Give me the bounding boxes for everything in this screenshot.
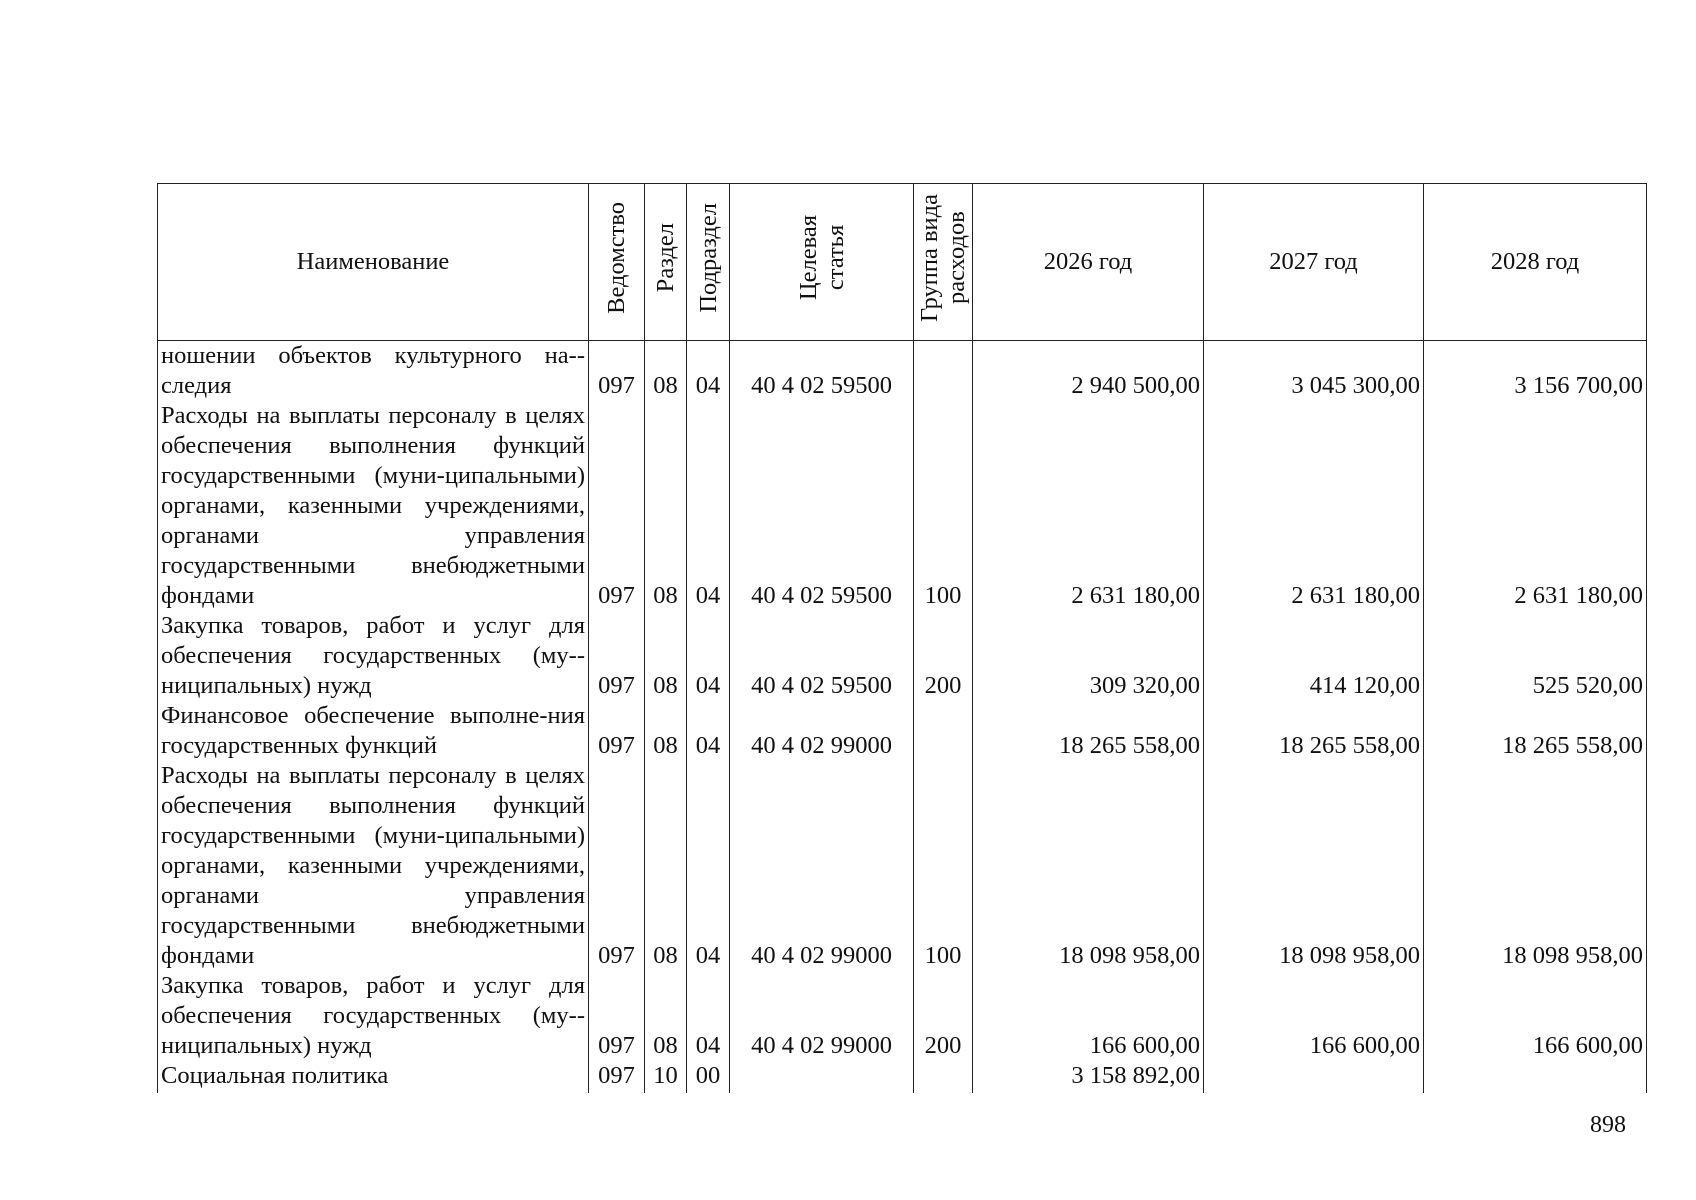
row-department: 097 <box>589 611 645 701</box>
row-amount-2026: 2 940 500,00 <box>973 341 1204 402</box>
header-year-2026-text: 2026 год <box>1043 248 1133 275</box>
row-target-article: 40 4 02 99000 <box>730 701 914 761</box>
header-name-text: Наименование <box>296 248 450 275</box>
table-row <box>158 611 1647 701</box>
header-target-article <box>730 184 914 341</box>
row-section: 08 <box>645 971 687 1061</box>
row-target-article: 40 4 02 59500 <box>730 401 914 611</box>
row-target-article: 40 4 02 59500 <box>730 611 914 701</box>
header-department <box>589 184 645 341</box>
row-target-article: 40 4 02 99000 <box>730 971 914 1061</box>
row-expense-group <box>914 1061 973 1093</box>
row-subsection: 04 <box>687 971 730 1061</box>
header-expense-group <box>914 184 973 341</box>
header-expense-group-text <box>916 194 970 322</box>
row-expense-group: 200 <box>914 971 973 1061</box>
table-row <box>158 341 1647 402</box>
row-amount-2026: 2 631 180,00 <box>973 401 1204 611</box>
row-amount-2028: 525 520,00 <box>1424 611 1647 701</box>
row-amount-2026: 18 098 958,00 <box>973 761 1204 971</box>
table-row <box>158 401 1647 611</box>
row-amount-2027: 166 600,00 <box>1204 971 1424 1061</box>
row-amount-2028: 166 600,00 <box>1424 971 1647 1061</box>
row-name: Закупка товаров, работ и услуг для обеспечения государственных (му-ниципальных) нужд <box>158 971 589 1061</box>
row-amount-2028 <box>1424 1061 1647 1093</box>
row-name: Социальная политика <box>158 1061 589 1093</box>
row-amount-2028: 18 098 958,00 <box>1424 761 1647 971</box>
header-year-2028-text: 2028 год <box>1490 248 1580 275</box>
row-name: Закупка товаров, работ и услуг для обеспечения государственных (му-ниципальных) нужд <box>158 611 589 701</box>
row-amount-2026: 309 320,00 <box>973 611 1204 701</box>
header-section-text: Раздел <box>652 223 679 293</box>
header-year-2026 <box>973 184 1204 341</box>
row-subsection: 00 <box>687 1061 730 1093</box>
row-target-article: 40 4 02 99000 <box>730 761 914 971</box>
header-year-2027-text: 2027 год <box>1269 248 1358 275</box>
row-amount-2026: 18 265 558,00 <box>973 701 1204 761</box>
row-department: 097 <box>589 1061 645 1093</box>
header-target-article-line2: статья <box>821 225 849 291</box>
row-section: 08 <box>645 341 687 402</box>
row-amount-2026: 3 158 892,00 <box>973 1061 1204 1093</box>
row-expense-group: 100 <box>914 401 973 611</box>
page-number: 898 <box>1590 1112 1626 1138</box>
row-section: 08 <box>645 761 687 971</box>
header-year-2028 <box>1424 184 1647 341</box>
header-section <box>645 184 687 341</box>
header-target-article-line1: Целевая <box>794 215 822 301</box>
row-amount-2028: 2 631 180,00 <box>1424 401 1647 611</box>
row-name: ношении объектов культурного на-следия <box>158 341 589 402</box>
row-target-article: 40 4 02 59500 <box>730 341 914 402</box>
row-department: 097 <box>589 701 645 761</box>
row-section: 08 <box>645 401 687 611</box>
header-expense-group-line1: Группа вида <box>916 193 943 323</box>
row-amount-2026: 166 600,00 <box>973 971 1204 1061</box>
header-name <box>158 184 589 341</box>
row-name: Расходы на выплаты персоналу в целях обеспечения выполнения функций государственными (муни-ципальными) органами, казенными учреждениями, органами управления государственными внебюджетными фондами <box>158 761 589 971</box>
row-amount-2027: 414 120,00 <box>1204 611 1424 701</box>
row-expense-group <box>914 341 973 402</box>
row-subsection: 04 <box>687 401 730 611</box>
table-row <box>158 701 1647 761</box>
row-amount-2027: 2 631 180,00 <box>1204 401 1424 611</box>
header-year-2027 <box>1204 184 1424 341</box>
row-amount-2028: 3 156 700,00 <box>1424 341 1647 402</box>
row-department: 097 <box>589 341 645 402</box>
row-section: 08 <box>645 611 687 701</box>
row-amount-2027: 18 265 558,00 <box>1204 701 1424 761</box>
table-row <box>158 1061 1647 1093</box>
header-target-article-text <box>795 215 849 300</box>
row-expense-group: 100 <box>914 761 973 971</box>
row-section: 08 <box>645 701 687 761</box>
row-expense-group <box>914 701 973 761</box>
header-subsection <box>687 184 730 341</box>
header-expense-group-line2: расходов <box>943 211 970 305</box>
table-header-row <box>158 184 1647 341</box>
row-name: Финансовое обеспечение выполне-ния государственных функций <box>158 701 589 761</box>
row-subsection: 04 <box>687 761 730 971</box>
row-amount-2028: 18 265 558,00 <box>1424 701 1647 761</box>
header-subsection-text: Подраздел <box>694 203 722 313</box>
row-subsection: 04 <box>687 611 730 701</box>
row-department: 097 <box>589 971 645 1061</box>
table-row <box>158 971 1647 1061</box>
table-row <box>158 761 1647 971</box>
header-department-text: Ведомство <box>603 202 630 314</box>
row-department: 097 <box>589 401 645 611</box>
row-subsection: 04 <box>687 341 730 402</box>
row-name: Расходы на выплаты персоналу в целях обеспечения выполнения функций государственными (муни-ципальными) органами, казенными учреждениями, органами управления государственными внебюджетными фондами <box>158 401 589 611</box>
row-expense-group: 200 <box>914 611 973 701</box>
row-amount-2027 <box>1204 1061 1424 1093</box>
row-amount-2027: 3 045 300,00 <box>1204 341 1424 402</box>
row-subsection: 04 <box>687 701 730 761</box>
row-section: 10 <box>645 1061 687 1093</box>
row-target-article <box>730 1061 914 1093</box>
row-amount-2027: 18 098 958,00 <box>1204 761 1424 971</box>
row-department: 097 <box>589 761 645 971</box>
budget-table <box>157 183 1647 1093</box>
